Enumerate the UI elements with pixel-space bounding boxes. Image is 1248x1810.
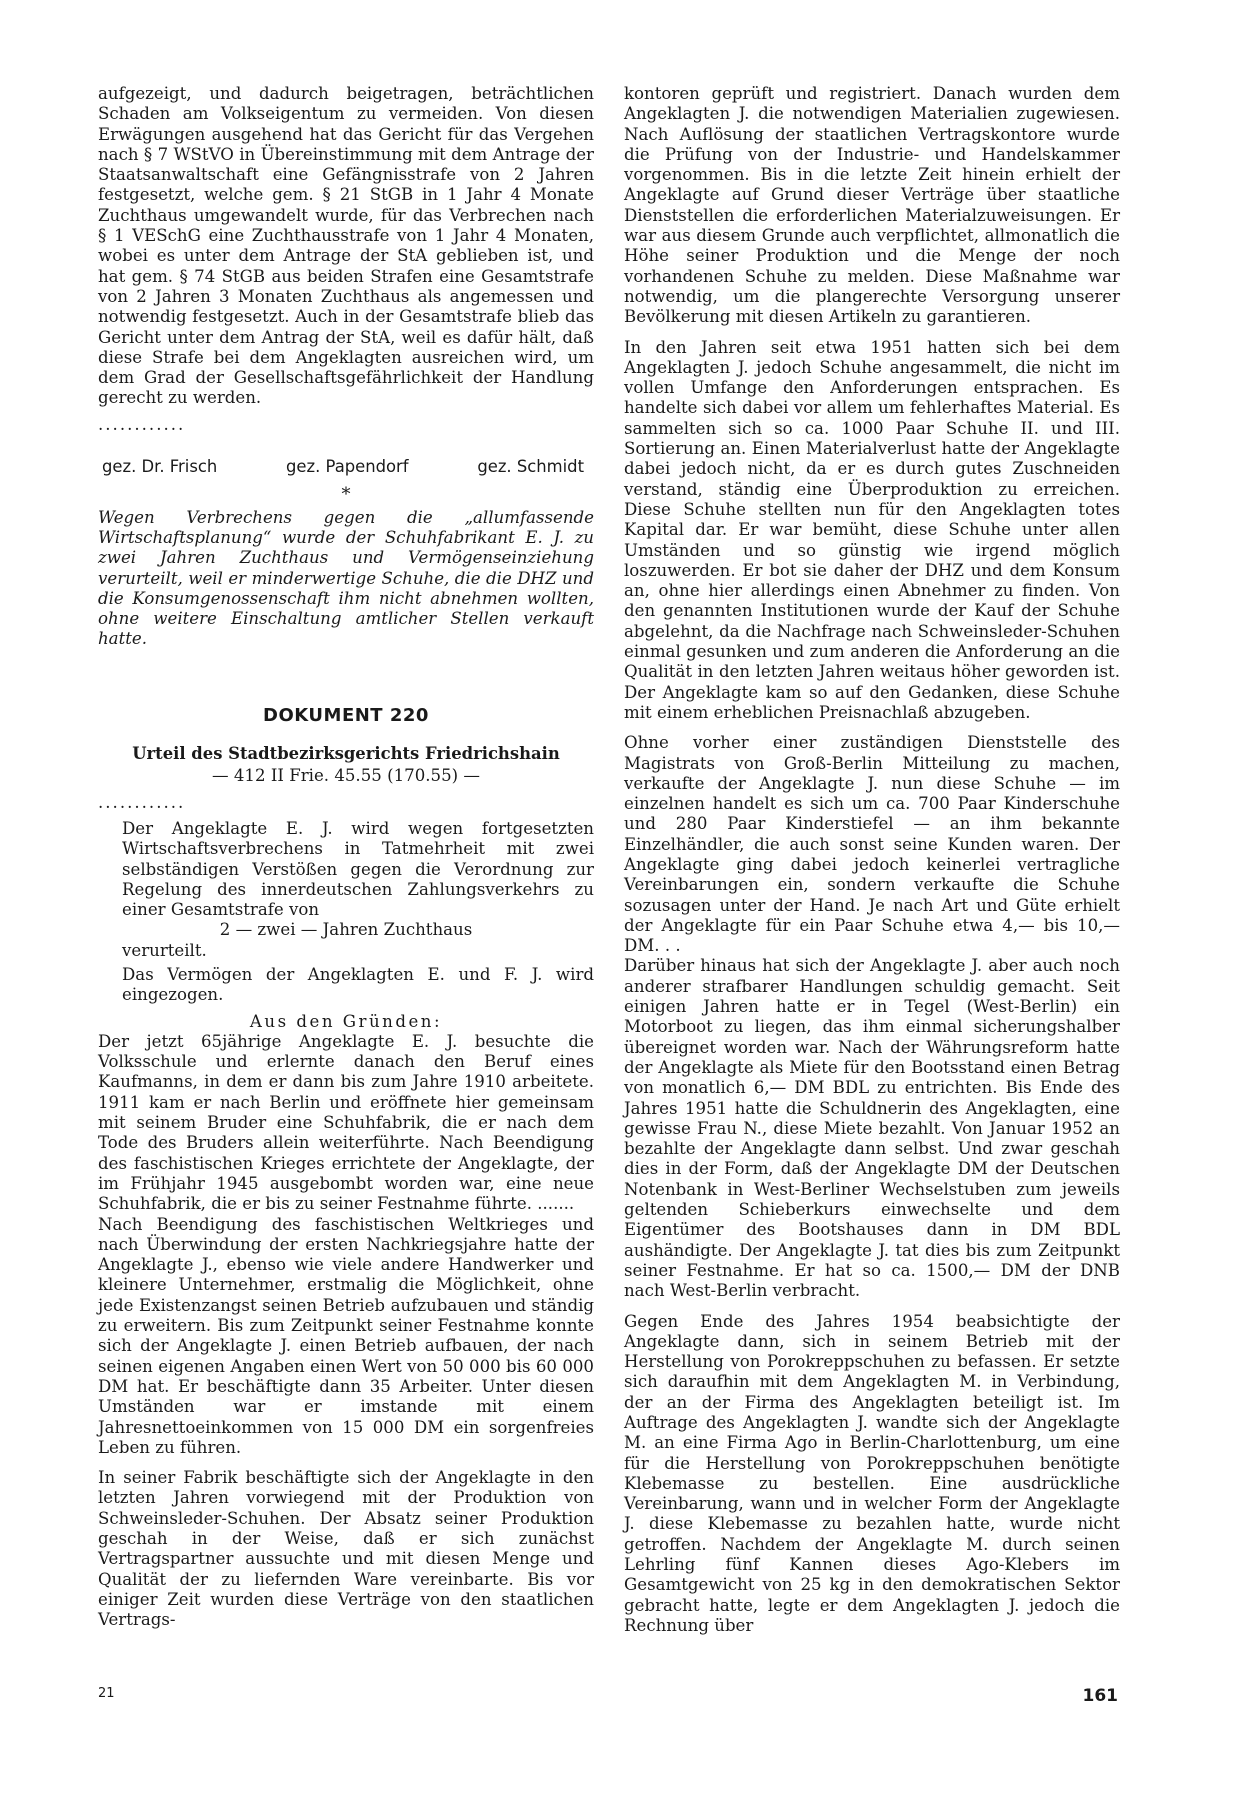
right-paragraph-1: kontoren geprüft und registriert. Danach wurden dem Angeklagten J. die notwendigen Materialien zugewiesen. Nach Auflösung der staatlichen Vertragskontore wurde die Prüfung von der Industrie- und Handelskammer vorgenommen. Bis in die letzte Zeit hinein erhielt der Angeklagte auf Grund dieser Verträge über staatliche Dienststellen die erforderlichen Materialzuweisungen. Er war aus diesem Grunde auch verpflichtet, allmonatlich die Höhe seiner Produktion und die Menge der noch vorhandenen Schuhe zu melden. Diese Maßnahme war notwendig, um die plangerechte Versorgung unserer Bevölkerung mit diesen Artikeln zu garantieren. bbox=[624, 84, 1120, 327]
intro-paragraph: aufgezeigt, und dadurch beigetragen, beträchtlichen Schaden am Volkseigentum zu vermeiden. Von diesen Erwägungen ausgehend hat das Gericht für das Vergehen nach § 7 WStVO in Übereinstimmung mit dem Antrage der Staatsanwaltschaft eine Gefängnisstrafe von 2 Jahren festgesetzt, welche gem. § 21 StGB in 1 Jahr 4 Monate Zuchthaus umgewandelt wurde, für das Verbrechen nach § 1 VESchG eine Zuchthausstrafe von 1 Jahr 4 Monaten, wobei es unter dem Antrage der StA geblieben ist, und hat gem. § 74 StGB aus beiden Strafen eine Gesamtstrafe von 2 Jahren 3 Monaten Zuchthaus als angemessen und notwendig festgesetzt. Auch in der Gesamtstrafe blieb das Gericht unter dem Antrag der StA, weil es dafür hält, daß diese Strafe bei dem Angeklagten ausreichen wird, um dem Grad der Gesellschaftsgefährlichkeit der Handlung gerecht zu werden. bbox=[98, 84, 594, 408]
document-heading: DOKUMENT 220 bbox=[263, 704, 429, 726]
signature-mark: 21 bbox=[98, 1686, 115, 1701]
grounds-paragraph-2: Nach Beendigung des faschistischen Weltkrieges und nach Überwindung der ersten Nachkriegsjahre hatte der Angeklagte J., ebenso wie viele andere Handwerker und kleinere Unternehmer, erstmalig die Möglichkeit, ohne jede Existenzangst seinen Betrieb aufzubauen und ständig zu erweitern. Bis zum Zeitpunkt seiner Festnahme konnte sich der Angeklagte J. einen Betrieb aufbauen, der nach seinen eigenen Angaben einen Wert von 50 000 bis 60 000 DM hat. Er beschäftigte dann 35 Arbeiter. Unter diesen Umständen war er imstande mit einem Jahresnettoeinkommen von 15 000 DM ein sorgenfreies Leben zu führen. bbox=[98, 1214, 594, 1457]
verdict-confiscation: Das Vermögen der Angeklagten E. und F. J. wird eingezogen. bbox=[122, 964, 594, 1005]
verdict-text: Der Angeklagte E. J. wird wegen fortgesetzten Wirtschaftsverbrechens in Tatmehrheit mit zwei selbständigen Verstößen gegen die Verordnung zur Regelung des innerdeutschen Zahlungsverkehrs zu einer Gesamtstrafe von bbox=[122, 818, 594, 920]
case-summary: Wegen Verbrechens gegen die „allumfassende Wirtschaftsplanung“ wurde der Schuhfabrikant E. J. zu zwei Jahren Zuchthaus und Vermögenseinziehung verurteilt, weil er minderwertige Schuhe, die die DHZ und die Konsumgenossenschaft ihm nicht abnehmen wollten, ohne weitere Einschaltung amtlicher Stellen verkauft hatte. bbox=[98, 507, 594, 649]
grounds-heading: Aus den Gründen: bbox=[249, 1011, 443, 1031]
section-divider: * bbox=[341, 484, 351, 506]
right-column bbox=[624, 84, 1120, 1636]
grounds-paragraph-3: In seiner Fabrik beschäftigte sich der Angeklagte in den letzten Jahren vorwiegend mit der Produktion von Schweinsleder-Schuhen. Der Absatz seiner Produktion geschah in der Weise, daß er sich zunächst Vertragspartner aussuchte und mit diesen Menge und Qualität der zu liefernden Ware vereinbarte. Bis vor einiger Zeit wurden diese Verträge von den staatlichen Vertrags- bbox=[98, 1468, 594, 1630]
right-paragraph-2: In den Jahren seit etwa 1951 hatten sich bei dem Angeklagten J. jedoch Schuhe angesammelt, die nicht im vollen Umfange den Anforderungen entsprachen. Es handelte sich dabei vor allem um fehlerhaftes Material. Es sammelten sich so ca. 1000 Paar Schuhe II. und III. Sortierung an. Einen Materialverlust hatte der Angeklagte dabei jedoch nicht, da er es durch gutes Zuschneiden verstand, ständig eine Überproduktion zu erreichen. Diese Schuhe stellten nun für den Angeklagten totes Kapital dar. Er war bemüht, diese Schuhe unter allen Umständen und so günstig wie irgend möglich loszuwerden. Er bot sie daher der DHZ und dem Konsum an, ohne hier allerdings einen Abnehmer zu finden. Von den genannten Institutionen wurde der Kauf der Schuhe abgelehnt, da die Nachfrage nach Schweinsleder-Schuhen einmal gesunken und zum anderen die Anforderung an die Qualität in den letzten Jahren weitaus höher geworden ist. Der Angeklagte kam so auf den Gedanken, diese Schuhe mit einem erheblichen Preisnachlaß abzugeben. bbox=[624, 337, 1120, 722]
signature-frisch: gez. Dr. Frisch bbox=[102, 457, 218, 477]
ellipsis-2: ............ bbox=[98, 792, 186, 812]
verdict-sentence: 2 — zwei — Jahren Zuchthaus bbox=[219, 920, 473, 940]
right-paragraph-4: Darüber hinaus hat sich der Angeklagte J. aber auch noch anderer strafbarer Handlungen schuldig gemacht. Seit einigen Jahren hatte er in Tegel (West-Berlin) ein Motorboot zu liegen, das ihm einmal sicherungshalber übereignet worden war. Nach der Währungsreform hatte der Angeklagte als Miete für den Bootsstand einen Betrag von monatlich 6,— DM BDL zu entrichten. Bis Ende des Jahres 1951 hatte die Schuldnerin des Angeklagten, eine gewisse Frau N., diese Miete bezahlt. Von Januar 1952 an bezahlte der Angeklagte dann selbst. Und zwar geschah dies in der Form, daß der Angeklagte DM der Deutschen Notenbank in West-Berliner Wechselstuben zum jeweils geltenden Schieberkurs einwechselte und dem Eigentümer des Bootshauses dann in DM BDL aushändigte. Der Angeklagte J. tat dies bis zum Zeitpunkt seiner Festnahme. Er hat so ca. 1500,— DM der DNB nach West-Berlin verbracht. bbox=[624, 956, 1120, 1301]
document-title: Urteil des Stadtbezirksgerichts Friedrichshain bbox=[132, 744, 560, 764]
ellipsis: ............ bbox=[98, 414, 186, 434]
document-reference: — 412 II Frie. 45.55 (170.55) — bbox=[212, 766, 480, 786]
right-paragraph-3: Ohne vorher einer zuständigen Dienststelle des Magistrats von Groß-Berlin Mitteilung zu machen, verkaufte der Angeklagte J. nun diese Schuhe — im einzelnen handelt es sich um ca. 700 Paar Kinderschuhe und 280 Paar Kinderstiefel — an ihm bekannte Einzelhändler, die auch sonst seine Kunden waren. Der Angeklagte ging dabei jedoch keinerlei vertragliche Vereinbarungen ein, sondern verkaufte die Schuhe sozusagen unter der Hand. Je nach Art und Güte erhielt der Angeklagte für ein Paar Schuhe etwa 4,— bis 10,— DM. . . bbox=[624, 733, 1120, 956]
grounds-paragraph-1: Der jetzt 65jährige Angeklagte E. J. besuchte die Volksschule und erlernte danach den Beruf eines Kaufmanns, in dem er dann bis zum Jahre 1910 arbeitete. 1911 kam er nach Berlin und eröffnete hier gemeinsam mit seinem Bruder eine Schuhfabrik, die er nach dem Tode des Bruders allein weiterführte. Nach Beendigung des faschistischen Krieges errichtete der Angeklagte, der im Frühjahr 1945 ausgebombt worden war, eine neue Schuhfabrik, die er bis zu seiner Festnahme führte. ....... bbox=[98, 1031, 594, 1214]
signature-papendorf: gez. Papendorf bbox=[286, 457, 409, 477]
verdict-convicted: verurteilt. bbox=[122, 940, 207, 960]
page-number: 161 bbox=[1082, 1686, 1118, 1706]
left-column bbox=[98, 84, 594, 1630]
right-paragraph-5: Gegen Ende des Jahres 1954 beabsichtigte der Angeklagte dann, sich in seinem Betrieb mit der Herstellung von Porokreppschuhen zu befassen. Er setzte sich daraufhin mit dem Angeklagten M. in Verbindung, der an der Firma des Angeklagten beteiligt ist. Im Auftrage des Angeklagten J. wandte sich der Angeklagte M. an eine Firma Ago in Berlin-Charlottenburg, um eine für die Herstellung von Porokreppschuhen benötigte Klebemasse zu bestellen. Eine ausdrückliche Vereinbarung, wann und in welcher Form der Angeklagte J. diese Klebemasse zu bezahlen hatte, wurde nicht getroffen. Nachdem der Angeklagte M. durch seinen Lehrling fünf Kannen dieses Ago-Klebers im Gesamtgewicht von 25 kg in den demokratischen Sektor gebracht hatte, legte er dem Angeklagten J. jedoch die Rechnung über bbox=[624, 1311, 1120, 1635]
signatures bbox=[102, 457, 584, 477]
signature-schmidt: gez. Schmidt bbox=[477, 457, 584, 477]
